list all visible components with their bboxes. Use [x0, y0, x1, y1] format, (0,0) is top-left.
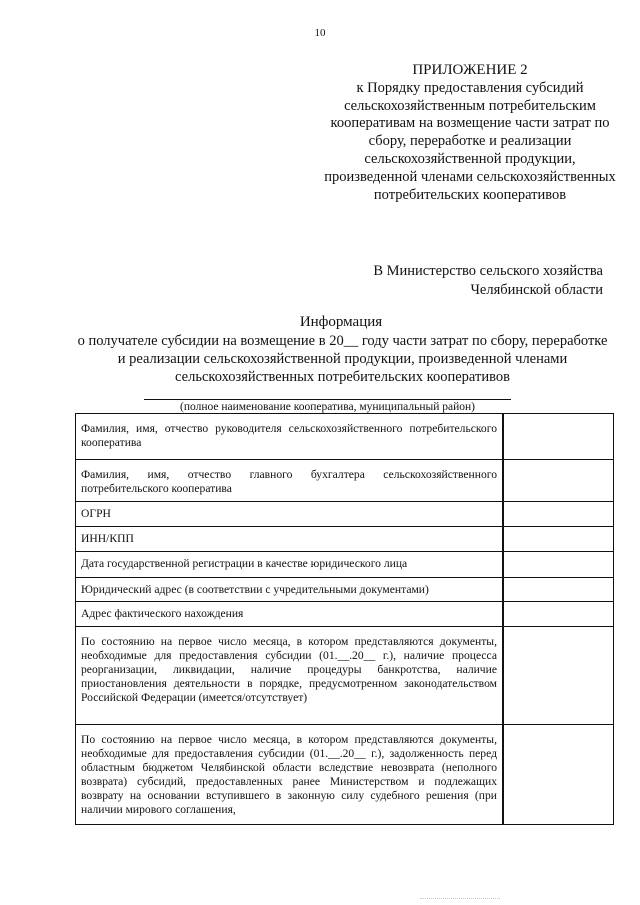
row-label: ОГРН — [81, 507, 111, 520]
table-cell-label — [76, 725, 504, 825]
addressee-line-1: В Министерство сельского хозяйства — [373, 263, 603, 279]
table-cell-label — [76, 502, 504, 527]
table-row — [76, 460, 614, 502]
table-row — [76, 602, 614, 627]
table-cell-value — [503, 725, 614, 825]
addressee-block — [300, 262, 603, 299]
table-cell-value — [503, 414, 614, 460]
table-cell-label — [76, 578, 504, 602]
table-cell-value — [503, 578, 614, 602]
row-label: По состоянию на первое число месяца, в котором представляются документы, необходимые для предоставления субсидии (01.__.20__ г.), наличие процесса реорганизации, ликвидации, наличие процедуры банкротства, наличие приостановления деятельности в порядке, предусмотренном законодательством Российской Федерации (имеется/отсутствует) — [81, 635, 497, 704]
table-row — [76, 725, 614, 825]
table-cell-label — [76, 627, 504, 725]
info-table — [75, 413, 614, 825]
table-row — [76, 578, 614, 602]
info-title: Информация — [299, 314, 383, 330]
row-label: Фамилия, имя, отчество главного бухгалтера сельскохозяйственного потребительского кооператива — [81, 468, 497, 495]
table-row — [76, 527, 614, 552]
row-label: ИНН/КПП — [81, 532, 134, 545]
appendix-heading: ПРИЛОЖЕНИЕ 2 — [412, 62, 528, 78]
table-cell-label — [76, 527, 504, 552]
row-label: Дата государственной регистрации в качестве юридического лица — [81, 557, 408, 570]
table-cell-value — [503, 527, 614, 552]
table-row — [76, 627, 614, 725]
row-label: Фамилия, имя, отчество руководителя сельскохозяйственного потребительского кооператива — [81, 422, 497, 449]
table-cell-label — [76, 552, 504, 578]
appendix-text: к Порядку предоставления субсидий сельскохозяйственным потребительским кооперативам на возмещение части затрат по сбору, переработке и реализации сельскохозяйственной продукции, произведенной членами сельскохозяйственных потребительских кооперативов — [324, 79, 616, 203]
appendix-block — [320, 62, 620, 204]
table-row — [76, 414, 614, 460]
table-cell-value — [503, 460, 614, 502]
row-label: Юридический адрес (в соответствии с учредительными документами) — [81, 583, 429, 596]
table-cell-value — [503, 602, 614, 627]
row-label: По состоянию на первое число месяца, в котором представляются документы, необходимые для предоставления субсидии (01.__.20__ г.), задолженность перед областным бюджетом Челябинской области вследствие невозврата (неполного возврата) субсидий, предоставленных ранее Министерством и подлежащих возврату на основании вступившего в законную силу судебного решения (при наличии мирового соглашения, — [81, 733, 497, 816]
table-row — [76, 502, 614, 527]
table-cell-label — [76, 414, 504, 460]
addressee-line-2: Челябинской области — [470, 281, 603, 298]
row-label: Адрес фактического нахождения — [81, 607, 244, 620]
table-cell-value — [503, 552, 614, 578]
cooperative-name-caption: (полное наименование кооператива, муниципальный район) — [180, 401, 475, 413]
table-cell-label — [76, 460, 504, 502]
table-cell-value — [503, 502, 614, 527]
table-row — [76, 552, 614, 578]
table-cell-value — [503, 627, 614, 725]
info-text: о получателе субсидии на возмещение в 20__ году части затрат по сбору, переработке и реализации сельскохозяйственной продукции, произведенной членами сельскохозяйственных потребительских кооперативов — [77, 333, 608, 385]
table-cell-label — [76, 602, 504, 627]
scan-artifact — [420, 898, 500, 899]
page-number: 10 — [314, 27, 326, 39]
